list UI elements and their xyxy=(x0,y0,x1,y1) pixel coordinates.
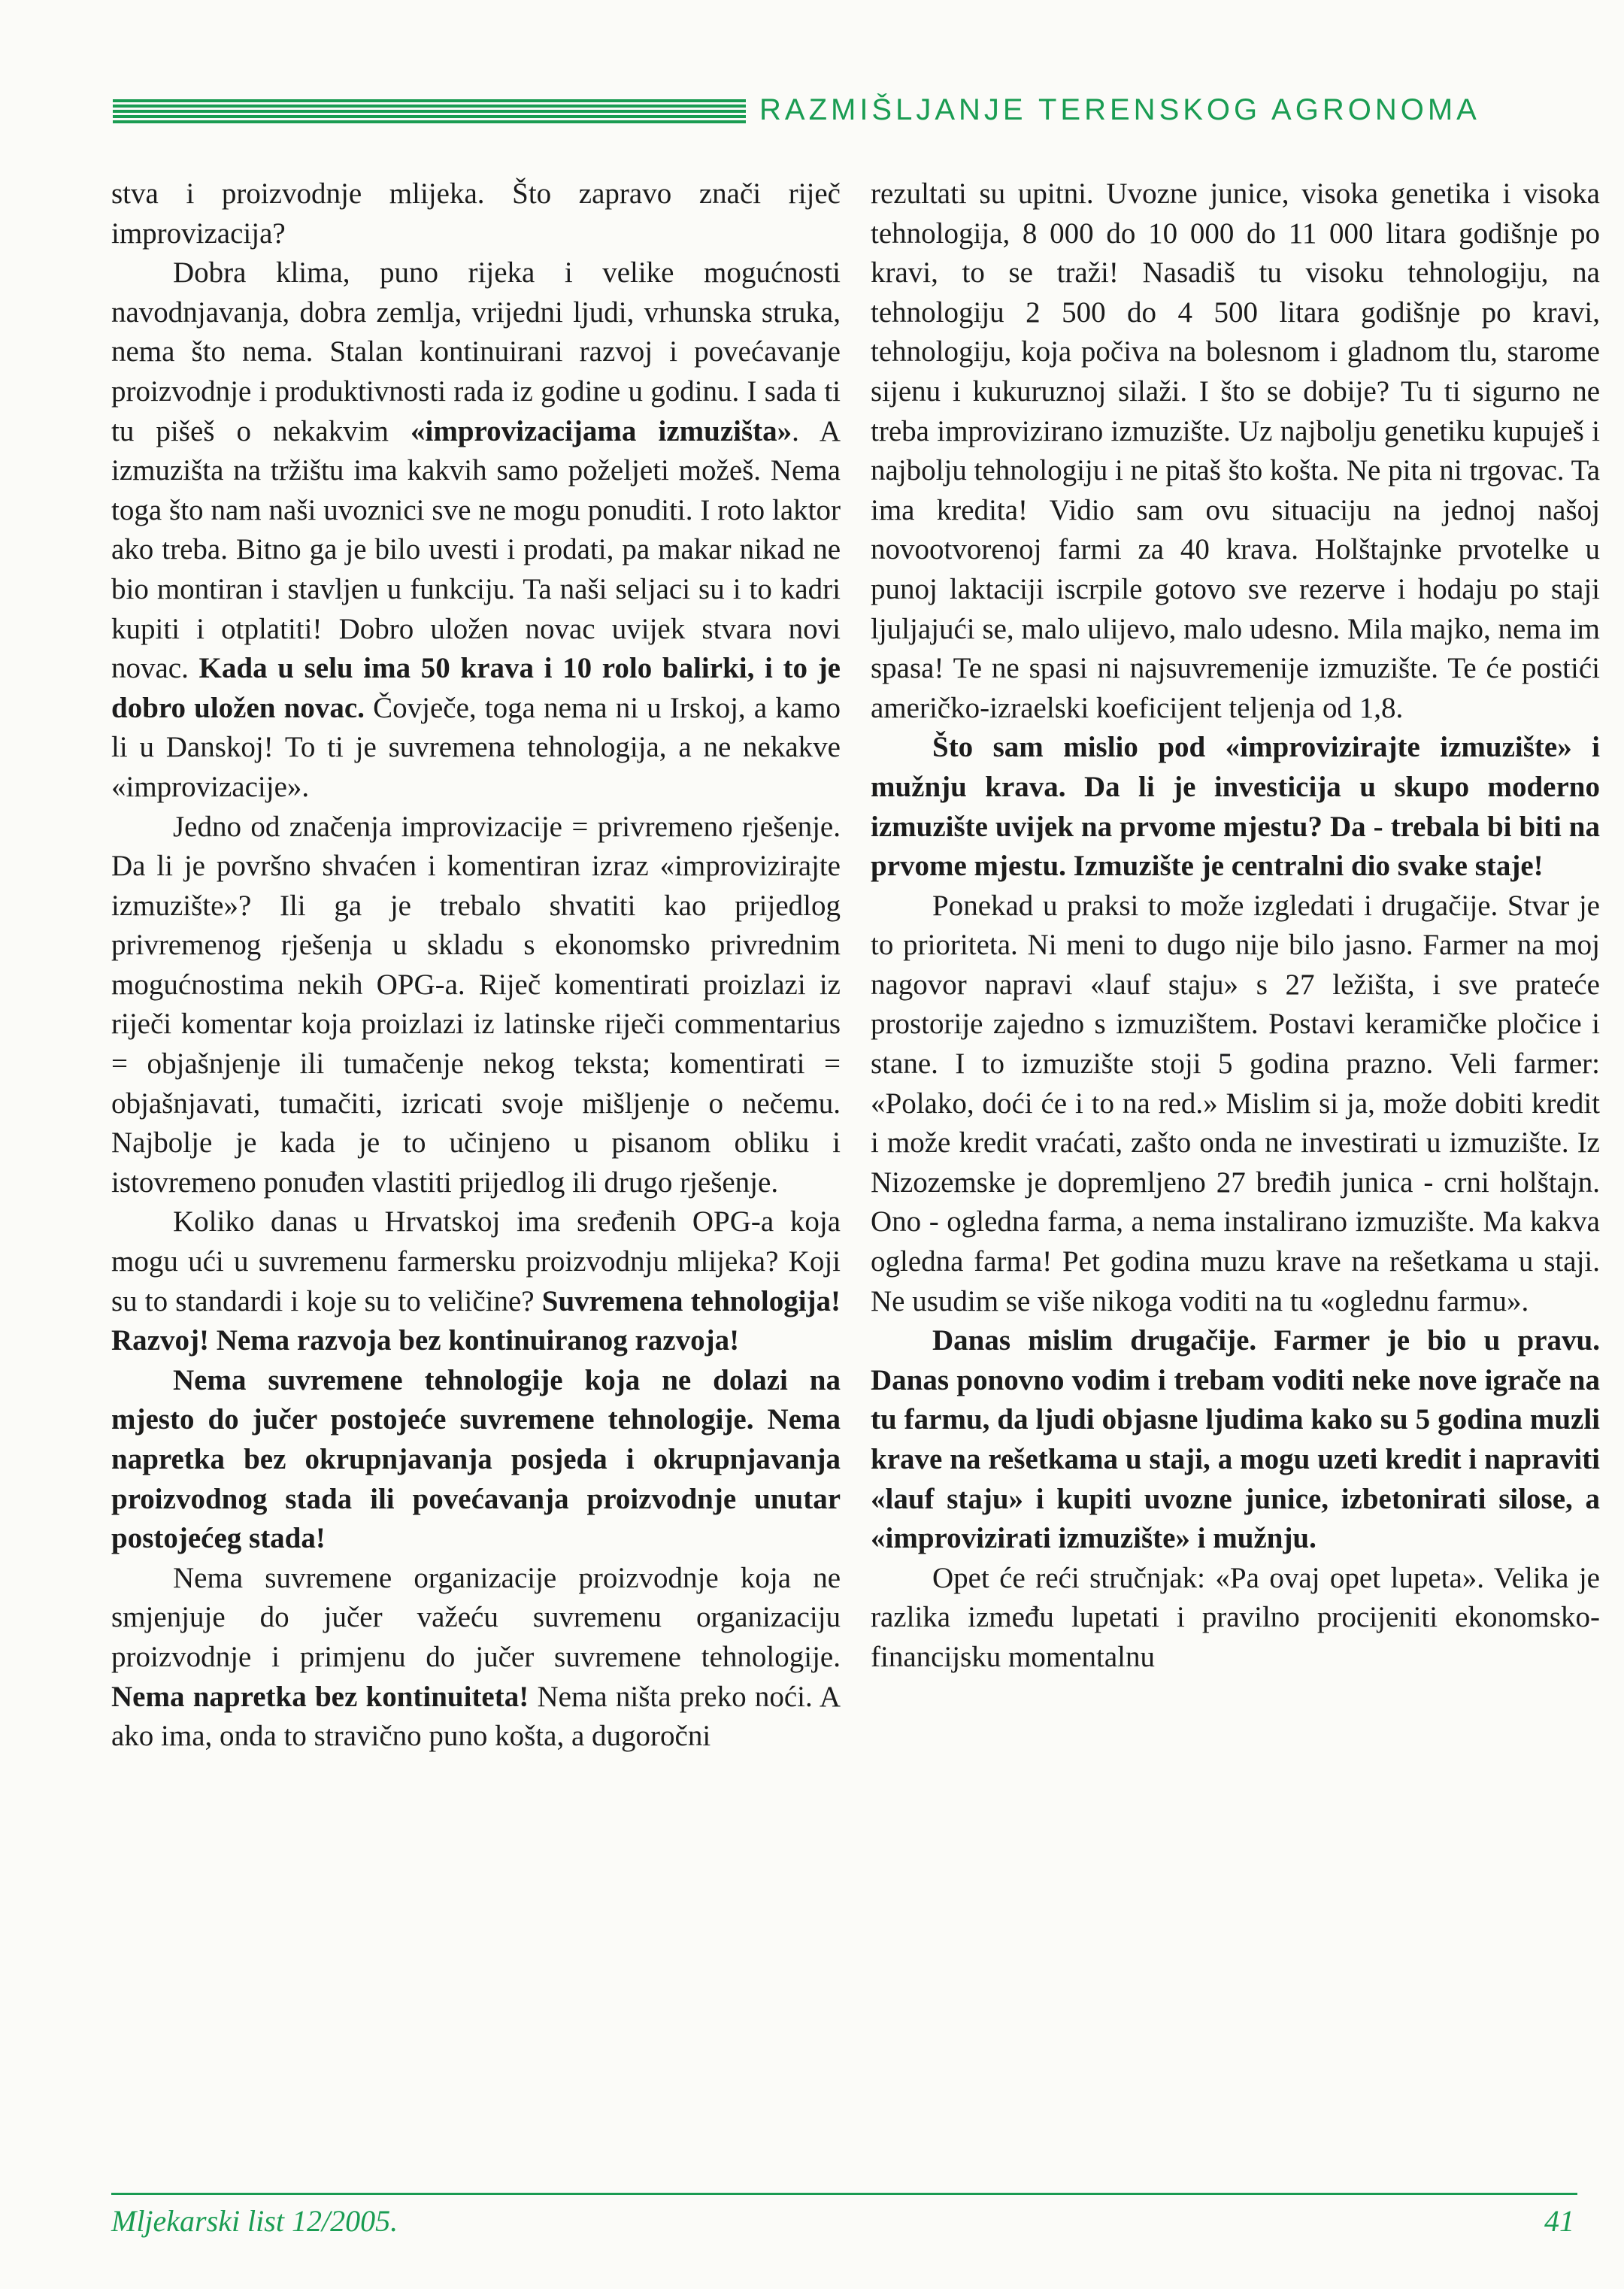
bold-text: Nema suvremene tehnologije koja ne dolazi na mjesto do jučer postojeće suvremene tehnologije. Nema napretka bez okrupnjavanja posjeda i okrupnjavanja proizvodnog stada ili povećavanja proizvodnje unutar postojećeg stada! xyxy=(111,1363,841,1555)
paragraph: Jedno od značenja improvizacije = privremeno rješenje. Da li je površno shvaćen i komentiran izraz «improvizirajte izmuzište»? Ili ga je trebalo shvatiti kao prijedlog privremenog rješenja u skladu s ekonomsko privrednim mogućnostima nekih OPG-a. Riječ komentirati proizlazi iz riječi komentar koja proizlazi iz latinske riječi commentarius = objašnjenje ili tumačenje nekog teksta; komentirati = objašnjavati, tumačiti, izricati svoje mišljenje o nečemu. Najbolje je kada je to učinjeno u pisanom obliku i istovremeno ponuđen vlastiti prijedlog ili drugo rješenje. xyxy=(111,810,841,1199)
paragraph: Opet će reći stručnjak: «Pa ovaj opet lupeta». Velika je razlika između lupetati i pravilno procijeniti ekonomsko-financijsku momentalnu xyxy=(871,1561,1600,1673)
bold-text: Što sam mislio pod «improvizirajte izmuzište» i mužnju krava. Da li je investicija u skupo moderno izmuzište uvijek na prvome mjestu? Da - trebala bi biti na prvome mjestu. Izmuzište je centralni dio svake staje! xyxy=(871,731,1600,883)
paragraph xyxy=(871,1321,1600,1559)
right-column xyxy=(871,174,1600,1678)
text-run: Dobra klima, puno rijeka i velike mogućnosti navodnjavanja, dobra zemlja, vrijedni ljudi, vrhunska struka, nema što nema. Stalan kontinuirani razvoj i povećavanje proizvodnje i produktivnosti rada iz godine u godinu. I sada ti tu pišeš o nekakvim xyxy=(111,256,841,447)
text-run: Čovječe, toga nema ni u Irskoj, a kamo li u Danskoj! To ti je suvremena tehnologija, a ne nekakve «improvizacije». xyxy=(111,691,841,803)
left-column xyxy=(111,174,841,1757)
paragraph xyxy=(111,1202,841,1360)
page-number: 41 xyxy=(1544,2204,1574,2238)
bold-text: Danas mislim drugačije. Farmer je bio u pravu. Danas ponovno vodim i trebam voditi neke nove igrače na tu farmu, da ljudi objasne ljudima kako su 5 godina muzli krave na rešetkama u staji, a mogu uzeti kredit i napraviti «lauf staju» i kupiti uvozne junice, izbetonirati silose, a «improvizirati izmuzište» i mužnju. xyxy=(871,1324,1600,1555)
paragraph: rezultati su upitni. Uvozne junice, visoka genetika i visoka tehnologija, 8 000 do 10 000 do 11 000 litara godišnje po kravi, to se traži! Nasadiš tu visoku tehnologiju, na tehnologiju 2 500 do 4 500 litara godišnje po kravi, tehnologiju, koja počiva na bolesnom i gladnom tlu, starome sijenu i kukuruznoj silaži. I što se dobije? Tu ti sigurno ne treba improvizirano izmuzište. Uz najbolju genetiku kupuješ i najbolju tehnologiju i ne pitaš što košta. Ne pita ni trgovac. Ta ima kredita! Vidio sam ovu situaciju na jednoj našoj novootvorenoj farmi za 40 krava. Holštajnke prvotelke u punoj laktaciji iscrpile gotovo sve rezerve i hodaju po staji ljuljajući se, malo ulijevo, malo udesno. Mila majko, nema im spasa! Te ne spasi ni najsuvremenije izmuzište. Te će postići američko-izraelski koeficijent teljenja od 1,8. xyxy=(871,177,1600,724)
paragraph xyxy=(111,1559,841,1757)
bold-text: Nema napretka bez kontinuiteta! xyxy=(111,1680,529,1713)
publication-info: Mljekarski list 12/2005. xyxy=(111,2204,398,2238)
paragraph xyxy=(111,1361,841,1559)
section-title: RAZMIŠLJANJE TERENSKOG AGRONOMA xyxy=(759,93,1480,126)
paragraph xyxy=(871,728,1600,886)
footer-rule xyxy=(111,2193,1577,2195)
bold-text: Kada u selu ima 50 krava i 10 rolo balirki, i to je dobro uložen novac. xyxy=(111,652,841,724)
text-run: Koliko danas u Hrvatskoj ima sređenih OPG-a koja mogu ući u suvremenu farmersku proizvodnju mlijeka? Koji su to standardi i koje su to veličine? xyxy=(111,1205,841,1317)
bold-text: Suvremena tehnologija! Razvoj! Nema razvoja bez kontinuiranog razvoja! xyxy=(111,1284,841,1357)
text-run: Nema ništa preko noći. A ako ima, onda to stravično puno košta, a dugoročni xyxy=(111,1680,841,1753)
text-run: Nema suvremene organizacije proizvodnje koja ne smjenjuje do jučer važeću suvremenu organizaciju proizvodnje i primjenu do jučer suvremene tehnologije. xyxy=(111,1561,841,1673)
bold-text: «improvizacijama izmuzišta» xyxy=(411,414,792,447)
text-run: . A izmuzišta na tržištu ima kakvih samo poželjeti možeš. Nema toga što nam naši uvoznici sve ne mogu ponuditi. I roto laktor ako treba. Bitno ga je bilo uvesti i prodati, pa makar nikad ne bio montiran i stavljen u funkciju. Ta naši seljaci su i to kadri kupiti i otplatiti! Dobro uložen novac uvijek stvara novi novac. xyxy=(111,414,841,685)
paragraph: Ponekad u praksi to može izgledati i drugačije. Stvar je to prioriteta. Ni meni to dugo nije bilo jasno. Farmer na moj nagovor napravi «lauf staju» s 27 ležišta, i sve prateće prostorije zajedno s izmuzištem. Postavi keramičke pločice i stane. I to izmuzište stoji 5 godina prazno. Veli farmer: «Polako, doći će i to na red.» Mislim si ja, može dobiti kredit i može kredit vraćati, zašto onda ne investirati u izmuzište. Iz Nizozemske je dopremljeno 27 bređih junica - crni holštajn. Ono - ogledna farma, a nema instalirano izmuzište. Ma kakva ogledna farma! Pet godina muzu krave na rešetkama u staji. Ne usudim se više nikoga voditi na tu «oglednu farmu». xyxy=(871,889,1600,1317)
paragraph: stva i proizvodnje mlijeka. Što zapravo znači riječ improvizacija? xyxy=(111,177,841,250)
header-rule xyxy=(113,99,746,125)
paragraph xyxy=(111,253,841,807)
